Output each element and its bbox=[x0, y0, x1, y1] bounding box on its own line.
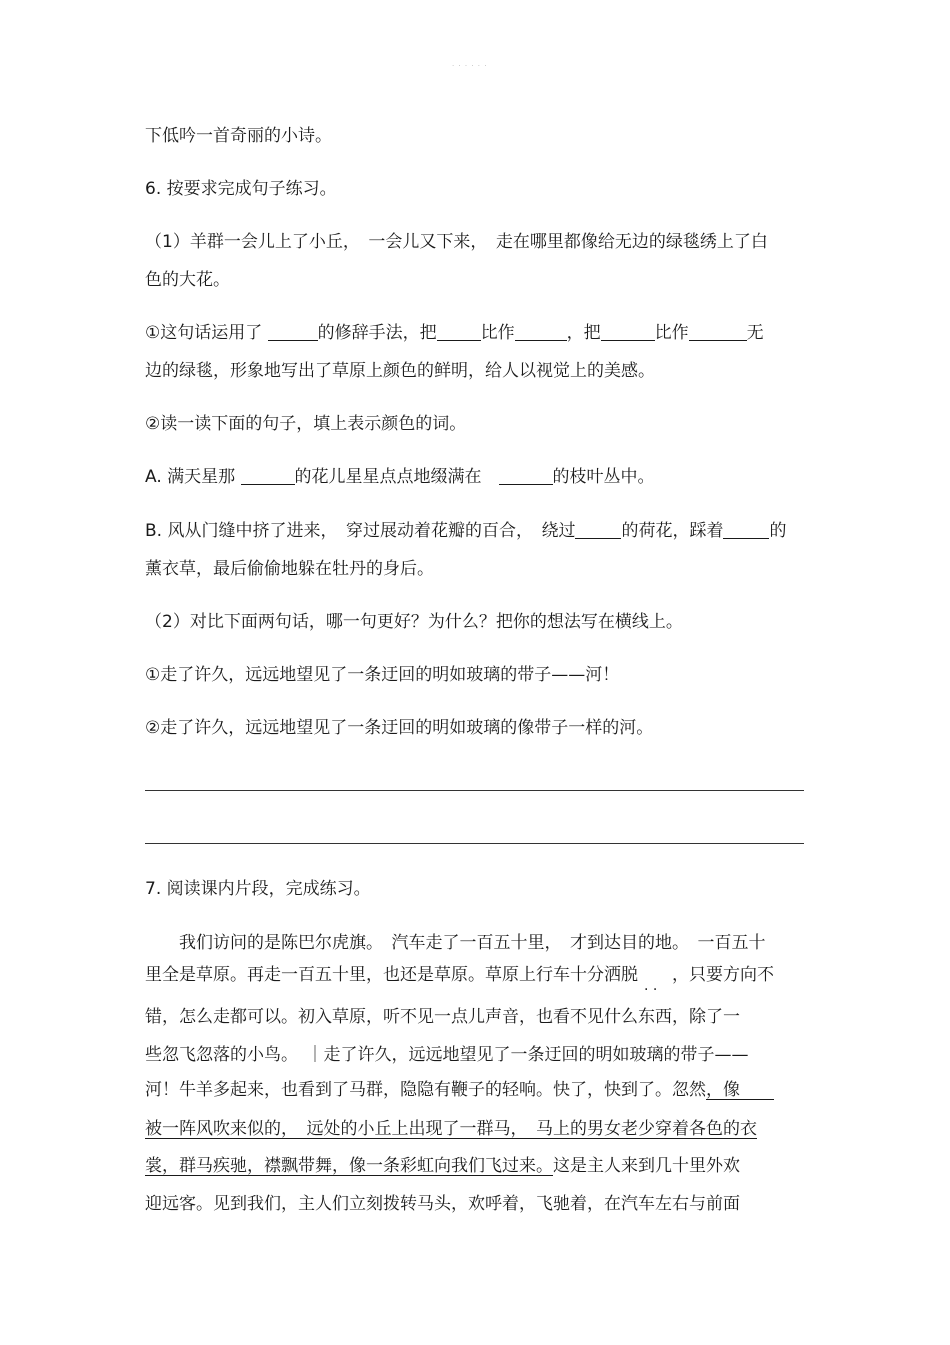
answer-blank[interactable] bbox=[241, 468, 295, 485]
answer-blank[interactable] bbox=[723, 522, 769, 539]
text-segment: 的花儿星星点点地缀满在 bbox=[294, 467, 499, 487]
passage-line: 迎远客。见到我们，主人们立刻拨转马头，欢呼着，飞驰着，在汽车左右与前面 bbox=[145, 1194, 740, 1214]
text-line: 下低吟一首奇丽的小诗。 bbox=[145, 126, 332, 146]
question-6-title: 6. 按要求完成句子练习。 bbox=[145, 179, 337, 199]
underlined-passage-line: 被一阵风吹来似的， 远处的小丘上出现了一群马， 马上的男女老少穿着各色的衣 bbox=[145, 1119, 757, 1139]
text-segment: 的 bbox=[769, 521, 787, 541]
text-segment: ，把 bbox=[566, 323, 601, 343]
text-line: （2）对比下面两句话，哪一句更好？为什么？把你的想法写在横线上。 bbox=[145, 612, 683, 632]
passage-line bbox=[145, 1155, 740, 1177]
fill-blank-line bbox=[145, 520, 786, 542]
text-segment: 的荷花，踩着 bbox=[621, 521, 724, 541]
text-segment: 无 bbox=[746, 323, 764, 343]
sentence-option-1: ①走了许久，远远地望见了一条迂回的明如玻璃的带子——河！ bbox=[145, 665, 620, 685]
text-segment: B. 风从门缝中挤了进来， 穿过展动着花瓣的百合， 绕过 bbox=[145, 521, 576, 541]
text-segment: 的枝叶丛中。 bbox=[552, 467, 655, 487]
passage-line: 错，怎么走都可以。初入草原，听不见一点儿声音，也看不见什么东西，除了一 bbox=[145, 1007, 740, 1027]
text-segment: 河！牛羊多起来，也看到了马群，隐隐有鞭子的轻响。快了，快到了。忽然 bbox=[145, 1080, 706, 1100]
text-line: 色的大花。 bbox=[145, 270, 230, 290]
sentence-option-2: ②走了许久，远远地望见了一条迂回的明如玻璃的像带子一样的河。 bbox=[145, 718, 654, 738]
fill-blank-line bbox=[145, 466, 655, 488]
passage-line bbox=[145, 1079, 774, 1101]
text-segment: ①这句话运用了 bbox=[145, 323, 268, 343]
answer-blank[interactable] bbox=[499, 468, 553, 485]
text-segment: 比作 bbox=[654, 323, 689, 343]
answer-blank[interactable] bbox=[601, 324, 655, 341]
emphasis-dots: ，只要方向不 · · bbox=[638, 965, 774, 985]
answer-blank[interactable] bbox=[575, 522, 621, 539]
text-line: 薰衣草，最后偷偷地躲在牡丹的身后。 bbox=[145, 559, 434, 579]
question-7-title: 7. 阅读课内片段，完成练习。 bbox=[145, 879, 371, 899]
text-segment: 这是主人来到几十里外欢 bbox=[553, 1156, 740, 1176]
text-line: ②读一读下面的句子，填上表示颜色的词。 bbox=[145, 414, 467, 434]
text-segment: A. 满天星那 bbox=[145, 467, 241, 487]
page-header-mark: · · · · · · bbox=[452, 62, 488, 70]
text-line: （1）羊群一会儿上了小丘， 一会儿又下来， 走在哪里都像给无边的绿毯绣上了白 bbox=[145, 232, 768, 252]
fill-blank-line bbox=[145, 322, 764, 344]
answer-blank[interactable] bbox=[268, 324, 318, 341]
answer-blank[interactable] bbox=[689, 324, 747, 341]
passage-line bbox=[145, 964, 774, 986]
passage-line: 我们访问的是陈巴尔虎旗。 汽车走了一百五十里， 才到达目的地。 一百五十 bbox=[145, 933, 766, 953]
passage-line: 些忽飞忽落的小鸟。 ｜走了许久，远远地望见了一条迂回的明如玻璃的带子—— bbox=[145, 1045, 749, 1065]
answer-blank[interactable] bbox=[437, 324, 481, 341]
text-line: 边的绿毯，形象地写出了草原上颜色的鲜明，给人以视觉上的美感。 bbox=[145, 361, 655, 381]
text-segment: 里全是草原。再走一百五十里，也还是草原。草原上行车十分洒脱 bbox=[145, 965, 638, 985]
text-segment: 的修辞手法，把 bbox=[317, 323, 437, 343]
underlined-text: 裳，群马疾驰，襟飘带舞，像一条彩虹向我们飞过来。 bbox=[145, 1156, 553, 1176]
underlined-text: ，像 bbox=[706, 1080, 774, 1100]
answer-line[interactable] bbox=[145, 843, 804, 844]
answer-line[interactable] bbox=[145, 790, 804, 791]
answer-blank[interactable] bbox=[515, 324, 567, 341]
text-segment: 比作 bbox=[480, 323, 515, 343]
